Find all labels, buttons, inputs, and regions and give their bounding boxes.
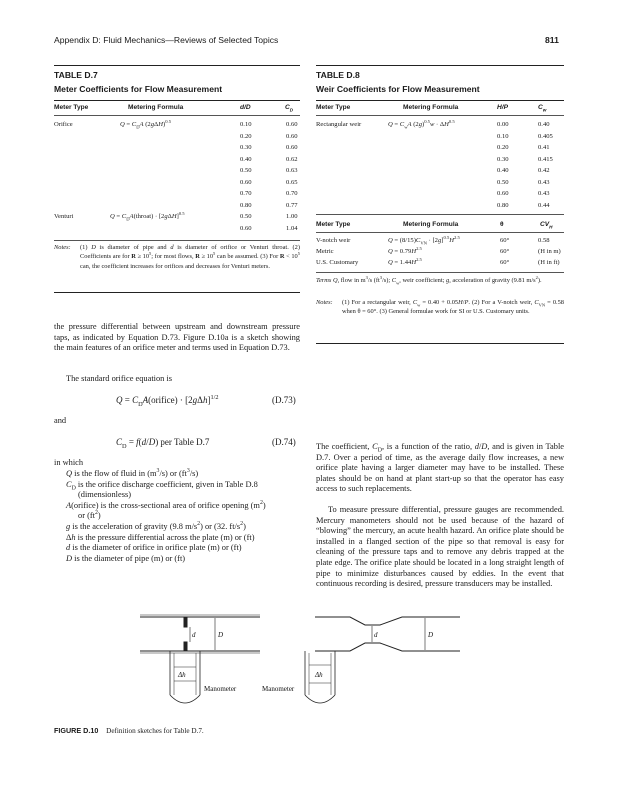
- figure-caption-label: FIGURE D.10: [54, 726, 99, 735]
- definition-item: A(orifice) is the cross-sectional area of orifice opening $(m^2)$: [66, 499, 266, 510]
- d7-orifice-rows: [240, 121, 298, 213]
- table-d8-title: Weir Coefficients for Flow Measurement: [316, 84, 480, 94]
- d8-vrow-1-cv: 0.58: [538, 237, 550, 244]
- table-row: [240, 213, 298, 225]
- table-row: [240, 144, 298, 156]
- table-row: [240, 225, 298, 237]
- d8-vrow-3-formula: $Q = 1.44H^{2.5}$: [388, 256, 422, 266]
- d7-notes: Notes: (1) D is diameter of pipe and d is diameter of orifice or Venturi throat. (2) Coefficients are for $R \ge 10^5$; for most flows, $R \ge 10^5$ can be assumed. (3) For $R < 10^5$ can, the coefficient increases for orifices and decreases for Venturi meters.: [54, 244, 300, 270]
- table-cell: 0.60: [240, 224, 252, 232]
- d8-col-meter: Meter Type: [316, 104, 351, 111]
- table-row: [497, 144, 553, 156]
- definition-item: $C_D$ is the orifice discharge coefficient, given in Table D.8: [66, 479, 258, 492]
- page-number: 811: [545, 35, 559, 45]
- figure-caption-text: Definition sketches for Table D.7.: [106, 727, 204, 735]
- orifice-plate-top: [184, 617, 187, 627]
- d8-terms: Terms Q, flow in $m^3/s$ $(ft^3/s)$; $C_w$, weir coefficient; g, acceleration of gravity (9.81 $m/s^2$).: [316, 274, 542, 286]
- equation-d73: $Q = C_DA(orifice) \cdot [2g\Delta h]^{1/2}$: [116, 394, 219, 408]
- table-cell: 0.41: [538, 144, 550, 151]
- d7-venturi-type: Venturi: [54, 213, 74, 220]
- definition-item: d is the diameter of orifice in orifice plate (m) or (ft): [66, 543, 242, 553]
- definition-list: [66, 469, 300, 564]
- table-cell: 0.50: [497, 178, 509, 186]
- definition-item: Δh is the pressure differential across the plate (m) or (ft): [66, 532, 255, 542]
- table-row: [240, 121, 298, 133]
- d7-col-dd: d/D: [240, 104, 251, 111]
- equation-d74: $C_D = f(d/D)$ per Table D.7: [116, 437, 210, 450]
- text-in-which: in which: [54, 458, 84, 467]
- equation-d74-number: (D.74): [272, 437, 296, 447]
- d8-vrow-1: V-notch weir: [316, 237, 351, 244]
- table-cell: 0.43: [538, 190, 550, 197]
- table-cell: 0.60: [240, 178, 252, 186]
- table-cell: 0.00: [497, 121, 509, 128]
- table-cell: 0.10: [240, 121, 252, 128]
- definition-item: or $(ft^2)$: [78, 510, 101, 521]
- orifice-plate-bottom: [184, 642, 187, 651]
- table-row: [240, 190, 298, 202]
- table-cell: 0.62: [286, 155, 298, 163]
- d7-venturi-rows: [240, 213, 298, 236]
- d8-vrow-3: U.S. Customary: [316, 259, 359, 266]
- venturi-top-wall: [315, 617, 460, 625]
- table-cell: 0.415: [538, 155, 553, 163]
- figure-caption: [54, 726, 204, 735]
- d8-col2-theta: θ: [500, 221, 504, 228]
- d8-rect-type: Rectangular weir: [316, 121, 362, 128]
- table-row: [497, 156, 553, 168]
- definition-item: Q is the flow of fluid in $(m^3/s)$ or $(ft^3/s)$: [66, 468, 199, 478]
- table-cell: 0.44: [538, 201, 550, 209]
- table-cell: 0.30: [497, 155, 509, 163]
- table-row: [497, 202, 553, 214]
- manometer-a-u-bend: [170, 695, 200, 703]
- table-cell: 0.40: [497, 167, 509, 174]
- table-row: [240, 202, 298, 214]
- running-header: Appendix D: Fluid Mechanics—Reviews of Selected Topics: [54, 35, 279, 45]
- table-row: [497, 133, 553, 145]
- d8-vrow-2: Metric: [316, 248, 334, 255]
- d8-rect-formula: $Q = C_wA$ $(2g)^{0.5}w \cdot \Delta H^{0.5}$: [388, 118, 455, 130]
- left-paragraph-1: the pressure differential between upstream and downstream pressure taps, as indicated by Equation D.73. Figure D.10a is a sketch showing the main features of an orifice meter and terms used in Equation D.73.: [54, 322, 300, 353]
- table-cell: 0.42: [538, 167, 550, 174]
- table-row: [240, 167, 298, 179]
- table-row: [240, 133, 298, 145]
- table-cell: 0.40: [538, 121, 550, 128]
- definition-item: g is the acceleration of gravity (9.8 $m/s^2$) or (32. $ft/s^2$): [66, 521, 246, 531]
- table-cell: 0.60: [497, 190, 509, 197]
- table-cell: 0.60: [286, 121, 298, 128]
- d8-vrow-1-formula: $Q = (8/15)C_{VN} \cdot [2g]^{0.5}H^{2.5}$: [388, 234, 460, 246]
- d8-vrow-2-formula: $Q = 0.79H^{2.5}$: [388, 245, 422, 255]
- d8-vrow-3-cv: (H in ft): [538, 259, 560, 266]
- label-D-a: D: [218, 631, 224, 639]
- table-cell: 1.00: [286, 213, 298, 220]
- text-and: and: [54, 416, 67, 425]
- d8-col2-meter: Meter Type: [316, 221, 351, 228]
- d7-col-formula: Metering Formula: [128, 104, 184, 111]
- table-d8-label: TABLE D.8: [316, 70, 360, 80]
- label-dh-b: Δh: [315, 671, 323, 679]
- table-cell: 0.50: [240, 213, 252, 220]
- table-cell: 0.80: [240, 201, 252, 209]
- table-row: [497, 121, 553, 133]
- table-cell: 0.405: [538, 132, 553, 140]
- definition-item: (dimensionless): [78, 490, 132, 500]
- table-row: [497, 167, 553, 179]
- d7-orifice-formula: $Q = C_DA$ $(2g\Delta H)^{0.5}$: [120, 118, 171, 130]
- d8-col-formula: Metering Formula: [403, 104, 459, 111]
- d8-notes: Notes: (1) For a rectangular weir, $C_w = 0.40 + 0.05H/P$. (2) For a V-notch weir, $C_{VN} = 0.58$ when θ = 60°. (3) General formulae work for SI or U.S. Customary units.: [316, 299, 565, 316]
- table-cell: 0.20: [240, 132, 252, 140]
- label-dh-a: Δh: [178, 671, 186, 679]
- d8-col2-cv: $CV_H$: [540, 221, 553, 230]
- equation-d73-number: (D.73): [272, 395, 296, 405]
- d7-col-cd: $C_D$: [285, 104, 294, 113]
- d8-vrow-2-cv: (H in m): [538, 248, 561, 255]
- table-cell: 0.60: [286, 132, 298, 140]
- table-d7-title: Meter Coefficients for Flow Measurement: [54, 84, 223, 94]
- d7-venturi-formula: $Q = C_DA(throat) \cdot [2g\Delta H]^{0.5}$: [110, 210, 185, 222]
- definition-item: D is the diameter of pipe (m) or (ft): [66, 553, 186, 563]
- table-cell: 0.77: [286, 201, 298, 209]
- table-cell: 0.65: [286, 178, 298, 186]
- table-cell: 0.40: [240, 155, 252, 163]
- table-cell: 0.50: [240, 167, 252, 174]
- label-d-a: d: [192, 631, 196, 639]
- d8-rect-rows: [497, 121, 553, 213]
- venturi-bottom-wall: [315, 643, 460, 651]
- table-row: [497, 179, 553, 191]
- table-row: [240, 156, 298, 168]
- table-cell: 0.70: [286, 190, 298, 197]
- d8-vrow-1-theta: 60°: [500, 237, 510, 244]
- d8-col2-formula: Metering Formula: [403, 221, 459, 228]
- table-cell: 0.43: [538, 178, 550, 186]
- table-cell: 1.04: [286, 224, 298, 232]
- table-cell: 0.70: [240, 190, 252, 197]
- label-manometer-b: Manometer: [262, 685, 295, 693]
- d7-col-meter: Meter Type: [54, 104, 89, 111]
- table-row: [240, 179, 298, 191]
- table-cell: 0.63: [286, 167, 298, 174]
- label-D-b: D: [428, 631, 434, 639]
- table-d7-label: TABLE D.7: [54, 70, 98, 80]
- table-cell: 0.80: [497, 201, 509, 209]
- table-cell: 0.30: [240, 144, 252, 151]
- label-d-b: d: [374, 631, 378, 639]
- table-cell: 0.20: [497, 144, 509, 151]
- label-manometer-a: Manometer: [204, 685, 237, 693]
- d8-col-hp: H/P: [497, 104, 508, 111]
- d8-col-cw: $C_w$: [538, 104, 547, 113]
- d7-orifice-type: Orifice: [54, 121, 73, 128]
- right-paragraph-2: To measure pressure differential, pressure gauges are recommended. Mercury manometers should not be used because of the hazard of “blowing” the mercury, an acute health hazard. An orifice plate should be installed in a flanged section of the pipe so that removal is easy for cleaning of the pressure taps and to remove any debris trapped at the plate edge. The orifice plate should be located in a long straight length of pipe to minimize disturbances caused by eddies. In the event that continuous recording is desired, pressure transducers may be installed.: [316, 505, 564, 589]
- table-cell: 0.60: [286, 144, 298, 151]
- table-cell: 0.10: [497, 132, 509, 140]
- d8-vrow-2-theta: 60°: [500, 248, 510, 255]
- figure-d10: [140, 603, 460, 713]
- left-paragraph-2: The standard orifice equation is: [66, 374, 173, 383]
- right-paragraph-1: The coefficient, $C_D$, is a function of the ratio, d/D, and is given in Table D.7. Over a period of time, as the average daily flow increases, a new orifice plate having a larger diameter may have to be installed. These plates should be on hand at plant start-up so that the operator has easy access to such replacements.: [316, 442, 564, 494]
- manometer-b-u-bend: [305, 695, 335, 703]
- d8-vrow-3-theta: 60°: [500, 259, 510, 266]
- table-row: [497, 190, 553, 202]
